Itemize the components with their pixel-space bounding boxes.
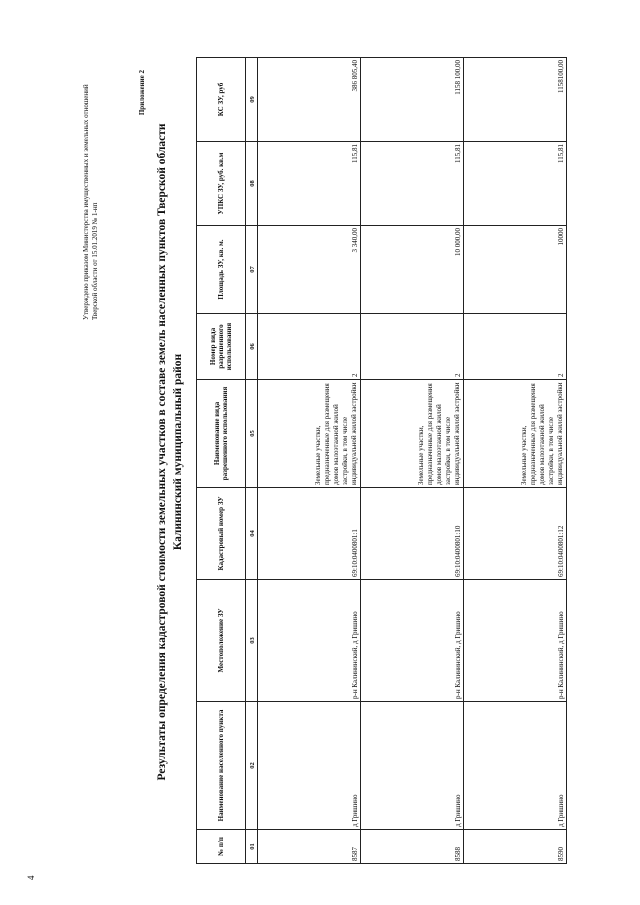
column-code: 06 (246, 314, 258, 380)
cell-use-name: Земельные участки, предназначенные для размещения домов малоэтажной жилой застройки, в том числе индивидуальной жилой застройки (464, 380, 567, 488)
document-sheet (20, 12, 620, 892)
cell-settlement: д Гришино (464, 702, 567, 830)
cell-upks: 115,81 (258, 142, 361, 226)
header-cell: Кадастровый номер ЗУ (197, 488, 246, 580)
header-cell: Местоположение ЗУ (197, 580, 246, 702)
column-code: 05 (246, 380, 258, 488)
header-cell: УПКС ЗУ, руб. кв.м (197, 142, 246, 226)
cell-area: 10000 (464, 226, 567, 314)
header-cell: Номер вида разрешенного использования (197, 314, 246, 380)
cell-cadastral-number: 69:10:0400801:12 (464, 488, 567, 580)
cell-number: 8590 (464, 830, 567, 864)
header-cell: № п/п (197, 830, 246, 864)
table-row (361, 58, 464, 864)
cell-use-number: 2 (361, 314, 464, 380)
cell-number: 8587 (258, 830, 361, 864)
column-code: 03 (246, 580, 258, 702)
title-line-2: Калининский муниципальный район (172, 353, 184, 551)
cell-cadastral-value: 1158100,00 (464, 58, 567, 142)
cell-settlement: д Гришино (361, 702, 464, 830)
cell-use-number: 2 (258, 314, 361, 380)
document-title (154, 12, 186, 892)
header-cell: Наименование вида разрешенного использования (197, 380, 246, 488)
cell-settlement: д Гришино (258, 702, 361, 830)
cell-cadastral-value: 386 805,40 (258, 58, 361, 142)
column-code: 04 (246, 488, 258, 580)
cell-number: 8588 (361, 830, 464, 864)
cell-use-number: 2 (464, 314, 567, 380)
page-number: 4 (26, 875, 36, 880)
table-row (258, 58, 361, 864)
header-cell: Площадь ЗУ, кв. м. (197, 226, 246, 314)
header-row (197, 58, 246, 864)
cell-location: р-н Калининский, д Гришино (258, 580, 361, 702)
cell-location: р-н Калининский, д Гришино (361, 580, 464, 702)
cell-location: р-н Калининский, д Гришино (464, 580, 567, 702)
column-code: 02 (246, 702, 258, 830)
cadastre-table (196, 57, 567, 864)
cell-cadastral-number: 69:10:0400801:1 (258, 488, 361, 580)
title-line-1: Результаты определения кадастровой стоимости земельных участков в составе земель населенных пунктов Тверской области (156, 123, 168, 781)
column-code-row (246, 58, 258, 864)
column-code: 09 (246, 58, 258, 142)
approval-note: Утверждено приказом Министерства имущественных и земельных отношений Тверской области от 15.01.2019 № 1-нп (82, 84, 99, 320)
header-cell: КС ЗУ, руб (197, 58, 246, 142)
column-code: 08 (246, 142, 258, 226)
cell-upks: 115,81 (361, 142, 464, 226)
cell-use-name: Земельные участки, предназначенные для размещения домов малоэтажной жилой застройки, в том числе индивидуальной жилой застройки (361, 380, 464, 488)
cell-use-name: Земельные участки, предназначенные для размещения домов малоэтажной жилой застройки, в том числе индивидуальной жилой застройки (258, 380, 361, 488)
cell-area: 10 000,00 (361, 226, 464, 314)
cell-cadastral-number: 69:10:0400801:10 (361, 488, 464, 580)
table-row (464, 58, 567, 864)
cell-upks: 115,81 (464, 142, 567, 226)
cell-cadastral-value: 1158 100,00 (361, 58, 464, 142)
appendix-label: Приложение 2 (138, 70, 146, 116)
column-code: 07 (246, 226, 258, 314)
column-code: 01 (246, 830, 258, 864)
header-cell: Наименование населенного пункта (197, 702, 246, 830)
cell-area: 3 340,00 (258, 226, 361, 314)
